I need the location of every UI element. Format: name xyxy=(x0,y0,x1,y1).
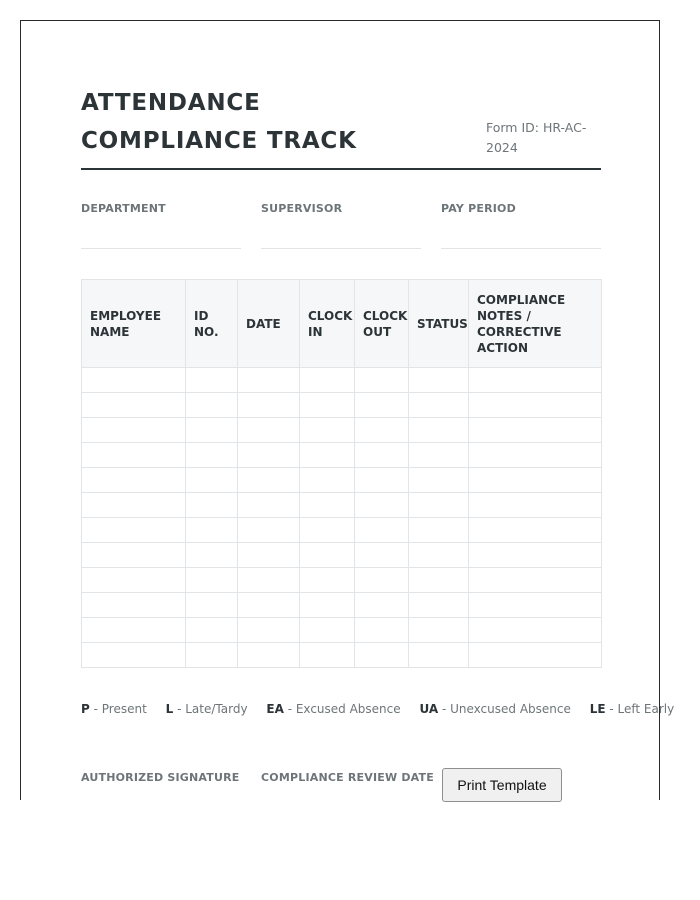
department-field[interactable] xyxy=(81,202,241,249)
table-cell[interactable] xyxy=(355,593,409,618)
table-cell[interactable] xyxy=(409,393,469,418)
table-cell[interactable] xyxy=(355,643,409,668)
table-cell[interactable] xyxy=(300,393,355,418)
column-header-compliance-notes: COMPLIANCE NOTES / CORRECTIVE ACTION xyxy=(469,280,602,368)
table-cell[interactable] xyxy=(469,368,602,393)
table-cell[interactable] xyxy=(355,443,409,468)
table-cell[interactable] xyxy=(469,518,602,543)
table-cell[interactable] xyxy=(82,393,186,418)
table-cell[interactable] xyxy=(238,568,300,593)
table-cell[interactable] xyxy=(355,468,409,493)
table-cell[interactable] xyxy=(469,443,602,468)
table-row xyxy=(82,493,602,518)
table-cell[interactable] xyxy=(82,618,186,643)
table-row xyxy=(82,593,602,618)
table-cell[interactable] xyxy=(469,643,602,668)
table-cell[interactable] xyxy=(300,568,355,593)
supervisor-label: SUPERVISOR xyxy=(261,202,343,215)
table-cell[interactable] xyxy=(409,518,469,543)
table-cell[interactable] xyxy=(238,593,300,618)
table-cell[interactable] xyxy=(409,493,469,518)
table-cell[interactable] xyxy=(300,368,355,393)
table-cell[interactable] xyxy=(409,543,469,568)
table-row xyxy=(82,568,602,593)
table-cell[interactable] xyxy=(82,468,186,493)
legend-desc: Late/Tardy xyxy=(185,702,248,716)
table-cell[interactable] xyxy=(186,468,238,493)
table-cell[interactable] xyxy=(355,418,409,443)
department-label: DEPARTMENT xyxy=(81,202,166,215)
signature-label: AUTHORIZED SIGNATURE xyxy=(81,771,240,784)
table-cell[interactable] xyxy=(469,418,602,443)
column-header-clock-out: CLOCK OUT xyxy=(355,280,409,368)
table-row xyxy=(82,393,602,418)
table-cell[interactable] xyxy=(300,593,355,618)
title-divider xyxy=(81,168,601,170)
legend-code: UA xyxy=(419,702,439,716)
table-cell[interactable] xyxy=(355,568,409,593)
table-cell[interactable] xyxy=(82,518,186,543)
legend-item-unexcused-absence: UA - Unexcused Absence xyxy=(419,702,571,716)
table-cell[interactable] xyxy=(355,543,409,568)
table-cell[interactable] xyxy=(82,593,186,618)
table-cell[interactable] xyxy=(355,493,409,518)
table-cell[interactable] xyxy=(409,618,469,643)
column-header-employee-name: EMPLOYEE NAME xyxy=(82,280,186,368)
table-row xyxy=(82,643,602,668)
page-title: ATTENDANCE COMPLIANCE TRACK xyxy=(81,90,357,154)
table-cell[interactable] xyxy=(238,493,300,518)
table-cell[interactable] xyxy=(186,418,238,443)
supervisor-field[interactable] xyxy=(261,202,421,249)
legend-item-left-early: LE - Left Early xyxy=(589,702,675,716)
table-cell[interactable] xyxy=(238,518,300,543)
table-cell[interactable] xyxy=(186,493,238,518)
legend-desc: Excused Absence xyxy=(295,702,401,716)
legend-code: LE xyxy=(589,702,606,716)
table-cell[interactable] xyxy=(82,368,186,393)
table-cell[interactable] xyxy=(469,468,602,493)
table-cell[interactable] xyxy=(409,468,469,493)
table-row xyxy=(82,468,602,493)
table-cell[interactable] xyxy=(409,568,469,593)
column-header-status: STATUS xyxy=(409,280,469,368)
table-cell[interactable] xyxy=(469,568,602,593)
table-cell[interactable] xyxy=(300,443,355,468)
pay-period-line xyxy=(441,248,601,249)
table-cell[interactable] xyxy=(300,493,355,518)
table-cell[interactable] xyxy=(409,643,469,668)
table-cell[interactable] xyxy=(82,643,186,668)
table-cell[interactable] xyxy=(355,518,409,543)
table-cell[interactable] xyxy=(186,368,238,393)
supervisor-line xyxy=(261,248,421,249)
table-row xyxy=(82,543,602,568)
legend-item-excused-absence: EA - Excused Absence xyxy=(266,702,401,716)
table-cell[interactable] xyxy=(409,418,469,443)
table-cell[interactable] xyxy=(469,393,602,418)
table-row xyxy=(82,518,602,543)
legend-code: L xyxy=(165,702,174,716)
table-header-row xyxy=(82,280,602,368)
print-template-button[interactable]: Print Template xyxy=(442,768,562,802)
table-cell[interactable] xyxy=(186,568,238,593)
table-row xyxy=(82,418,602,443)
table-cell[interactable] xyxy=(186,543,238,568)
status-legend xyxy=(81,702,674,716)
table-cell[interactable] xyxy=(300,543,355,568)
table-cell[interactable] xyxy=(409,368,469,393)
table-cell[interactable] xyxy=(82,543,186,568)
legend-desc: Unexcused Absence xyxy=(450,702,571,716)
table-row xyxy=(82,443,602,468)
column-header-date: DATE xyxy=(238,280,300,368)
table-cell[interactable] xyxy=(238,418,300,443)
table-cell[interactable] xyxy=(300,418,355,443)
table-cell[interactable] xyxy=(82,568,186,593)
table-cell[interactable] xyxy=(238,643,300,668)
table-cell[interactable] xyxy=(355,393,409,418)
legend-desc: Left Early xyxy=(617,702,675,716)
table-cell[interactable] xyxy=(82,418,186,443)
form-sheet xyxy=(20,20,675,800)
legend-code: EA xyxy=(266,702,284,716)
table-cell[interactable] xyxy=(469,543,602,568)
table-cell[interactable] xyxy=(238,443,300,468)
pay-period-label: PAY PERIOD xyxy=(441,202,516,215)
table-cell[interactable] xyxy=(300,618,355,643)
table-cell[interactable] xyxy=(186,518,238,543)
table-cell[interactable] xyxy=(469,593,602,618)
table-row xyxy=(82,618,602,643)
table-cell[interactable] xyxy=(186,443,238,468)
column-header-clock-in: CLOCK IN xyxy=(300,280,355,368)
table-cell[interactable] xyxy=(469,618,602,643)
table-row xyxy=(82,368,602,393)
table-cell[interactable] xyxy=(469,493,602,518)
table-cell[interactable] xyxy=(300,468,355,493)
department-line xyxy=(81,248,241,249)
table-cell[interactable] xyxy=(238,543,300,568)
table-cell[interactable] xyxy=(238,468,300,493)
legend-item-late: L - Late/Tardy xyxy=(165,702,248,716)
form-id: Form ID: HR-AC-2024 xyxy=(486,120,587,155)
table-cell[interactable] xyxy=(355,618,409,643)
legend-code: P xyxy=(81,702,90,716)
table-cell[interactable] xyxy=(186,593,238,618)
table-cell[interactable] xyxy=(238,368,300,393)
review-date-label: COMPLIANCE REVIEW DATE xyxy=(261,771,434,784)
table-cell[interactable] xyxy=(82,493,186,518)
legend-desc: Present xyxy=(101,702,147,716)
table-cell[interactable] xyxy=(238,618,300,643)
table-cell[interactable] xyxy=(409,443,469,468)
table-cell[interactable] xyxy=(355,368,409,393)
table-cell[interactable] xyxy=(238,393,300,418)
attendance-table xyxy=(81,279,602,668)
table-cell[interactable] xyxy=(409,593,469,618)
table-cell[interactable] xyxy=(186,618,238,643)
table-cell[interactable] xyxy=(186,393,238,418)
table-cell[interactable] xyxy=(82,443,186,468)
column-header-id-no: ID NO. xyxy=(186,280,238,368)
pay-period-field[interactable] xyxy=(441,202,601,249)
table-cell[interactable] xyxy=(300,643,355,668)
legend-item-present: P - Present xyxy=(81,702,147,716)
table-cell[interactable] xyxy=(186,643,238,668)
table-cell[interactable] xyxy=(300,518,355,543)
